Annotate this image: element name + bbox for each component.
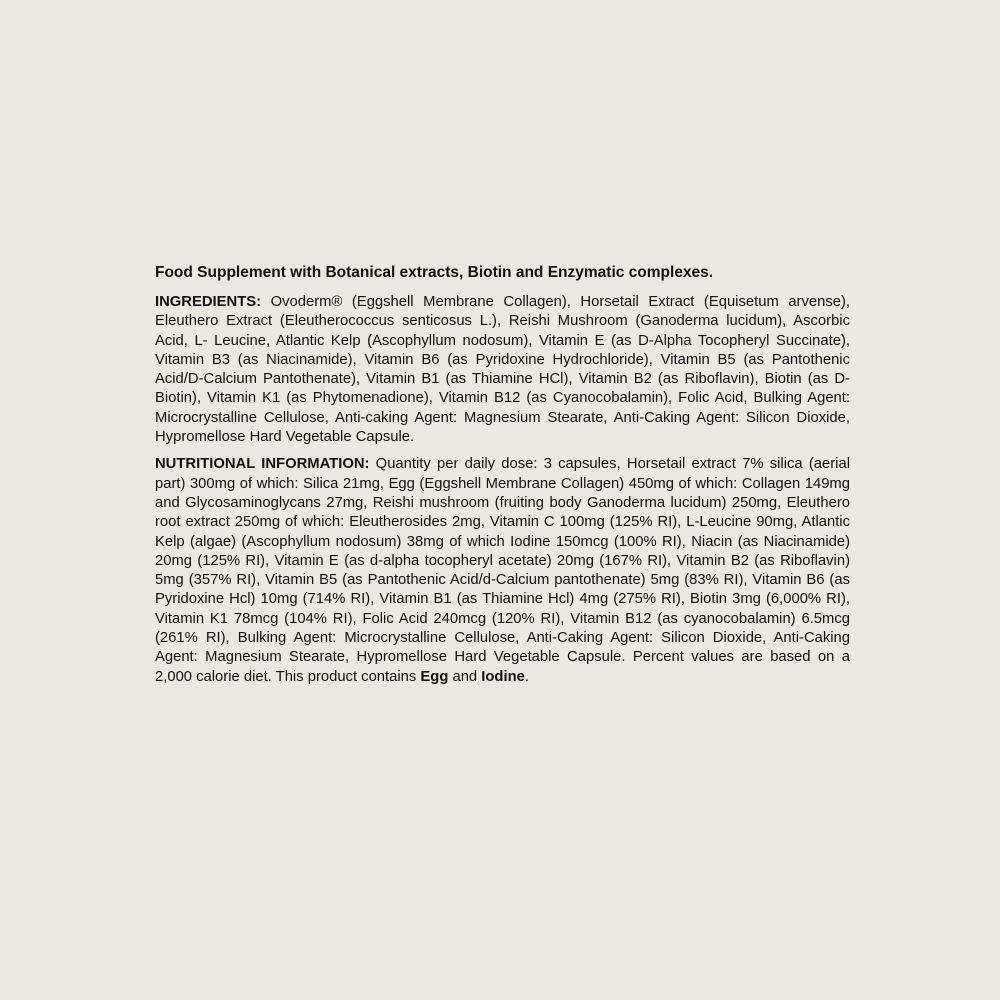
nutrition-end: .: [524, 668, 529, 685]
ingredients-heading: INGREDIENTS:: [155, 294, 262, 310]
ingredients-paragraph: [155, 293, 850, 447]
allergen-joiner: and: [448, 668, 482, 685]
nutrition-text: Quantity per daily dose: 3 capsules, Horsetail extract 7% silica (aerial part) 300mg of which: Silica 21mg, Egg (Eggshell Membrane Collagen) 450mg of which: Collagen 149mg and Glycosaminoglycans 27mg, Reishi mushroom (fruiting body Ganoderma lucidum) 250mg, Eleuthero root extract 250mg of which: Eleutherosides 2mg, Vitamin C 100mg (125% RI), L-Leucine 90mg, Atlantic Kelp (algae) (Ascophyllum nodosum) 38mg of which Iodine 150mcg (100% RI), Niacin (as Niacinamide) 20mg (125% RI), Vitamin E (as d-alpha tocopheryl acetate) 20mg (167% RI), Vitamin B2 (as Riboflavin) 5mg (357% RI), Vitamin B5 (as Pantothenic Acid/d-Calcium pantothenate) 5mg (83% RI), Vitamin B6 (as Pyridoxine Hcl) 10mg (714% RI), Vitamin B1 (as Thiamine Hcl) 4mg (275% RI), Biotin 3mg (6,000% RI), Vitamin K1 78mcg (104% RI), Folic Acid 240mcg (120% RI), Vitamin B12 (as cyanocobalamin) 6.5mcg (261% RI), Bulking Agent: Microcrystalline Cellulose, Anti-Caking Agent: Silicon Dioxide, Anti-Caking Agent: Magnesium Stearate, Hypromellose Hard Vegetable Capsule. Percent values are based on a 2,000 calorie diet. This product contains: [155, 456, 850, 685]
ingredients-text: Ovoderm® (Eggshell Membrane Collagen), Horsetail Extract (Equisetum arvense), Eleuthero Extract (Eleutherococcus senticosus L.), Reishi Mushroom (Ganoderma lucidum), Ascorbic Acid, L- Leucine, Atlantic Kelp (Ascophyllum nodosum), Vitamin E (as D-Alpha Tocopheryl Succinate), Vitamin B3 (as Niacinamide), Vitamin B6 (as Pyridoxine Hydrochloride), Vitamin B5 (as Pantothenic Acid/D-Calcium Pantothenate), Vitamin B1 (as Thiamine HCl), Vitamin B2 (as Riboflavin), Biotin (as D-Biotin), Vitamin K1 (as Phytomenadione), Vitamin B12 (as Cyanocobalamin), Folic Acid, Bulking Agent: Microcrystalline Cellulose, Anti-caking Agent: Magnesium Stearate, Anti-Caking Agent: Silicon Dioxide, Hypromellose Hard Vegetable Capsule.: [155, 294, 850, 446]
supplement-label: [155, 262, 850, 695]
allergen-iodine: Iodine: [481, 668, 525, 685]
nutrition-paragraph: [155, 455, 850, 687]
nutrition-heading: NUTRITIONAL INFORMATION:: [155, 456, 370, 473]
product-title: Food Supplement with Botanical extracts, Biotin and Enzymatic complexes.: [155, 264, 714, 281]
allergen-egg: Egg: [420, 668, 449, 685]
